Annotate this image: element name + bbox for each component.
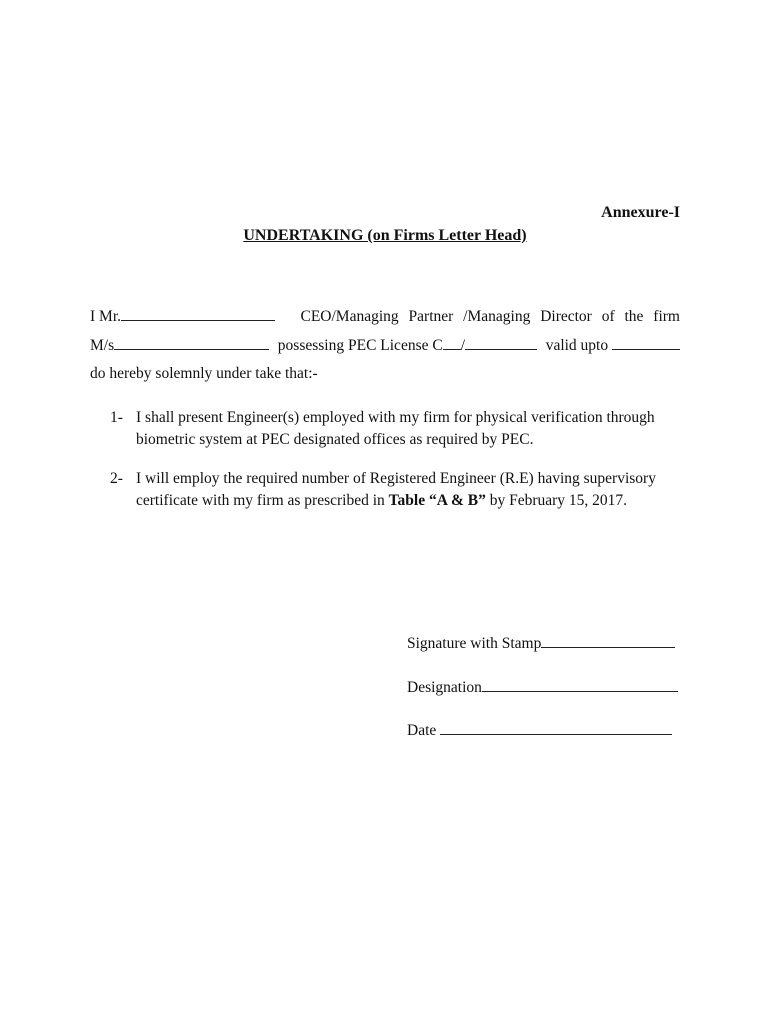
license-text: possessing PEC License C [277, 337, 443, 354]
list-item-line: biometric system at PEC designated offices as required by PEC. [136, 431, 534, 448]
signature-stamp-label: Signature with Stamp [407, 635, 542, 652]
roles-text: CEO/Managing Partner /Managing Director of the firm [300, 308, 680, 325]
list-item-line: I shall present Engineer(s) employed with my firm for physical verification through [136, 409, 655, 426]
designation-label: Designation [407, 679, 482, 696]
list-item-number: 2- [110, 470, 123, 487]
list-item-text-before: certificate with my firm as prescribed in [136, 492, 385, 509]
license-group [278, 335, 537, 357]
firm-name-blank[interactable] [114, 335, 269, 350]
valid-upto-label: valid upto [545, 337, 609, 354]
list-item-line: I will employ the required number of Registered Engineer (R.E) having supervisory [136, 470, 656, 487]
name-blank[interactable] [121, 306, 275, 321]
intro-line-1 [90, 306, 680, 328]
date-blank[interactable] [440, 720, 672, 735]
date-label: Date [407, 722, 437, 739]
designation-blank[interactable] [482, 677, 678, 692]
ms-prefix: M/s [90, 337, 115, 354]
document-title: UNDERTAKING (on Firms Letter Head) [243, 227, 527, 244]
designation-row [407, 677, 682, 699]
date-row [407, 720, 682, 742]
list-item-text-after: by February 15, 2017. [489, 492, 628, 509]
list-item-text [136, 407, 686, 451]
signature-stamp-blank[interactable] [541, 633, 675, 648]
license-number-blank[interactable] [465, 335, 537, 350]
list-item-line [136, 490, 686, 512]
list-item-text [136, 468, 686, 512]
table-reference: Table “A & B” [388, 492, 486, 509]
license-class-blank[interactable] [443, 335, 461, 350]
intro-line-2 [90, 335, 680, 357]
license-slash: / [460, 337, 466, 354]
firm-group [90, 335, 269, 357]
mr-prefix: I Mr. [90, 308, 121, 325]
signature-stamp-row [407, 633, 682, 655]
list-item-number: 1- [110, 409, 123, 426]
annexure-label: Annexure-I [601, 204, 680, 221]
mr-group [90, 306, 275, 328]
valid-group [546, 335, 680, 357]
valid-upto-blank[interactable] [612, 335, 680, 350]
undertake-line: do hereby solemnly under take that:- [90, 365, 318, 382]
